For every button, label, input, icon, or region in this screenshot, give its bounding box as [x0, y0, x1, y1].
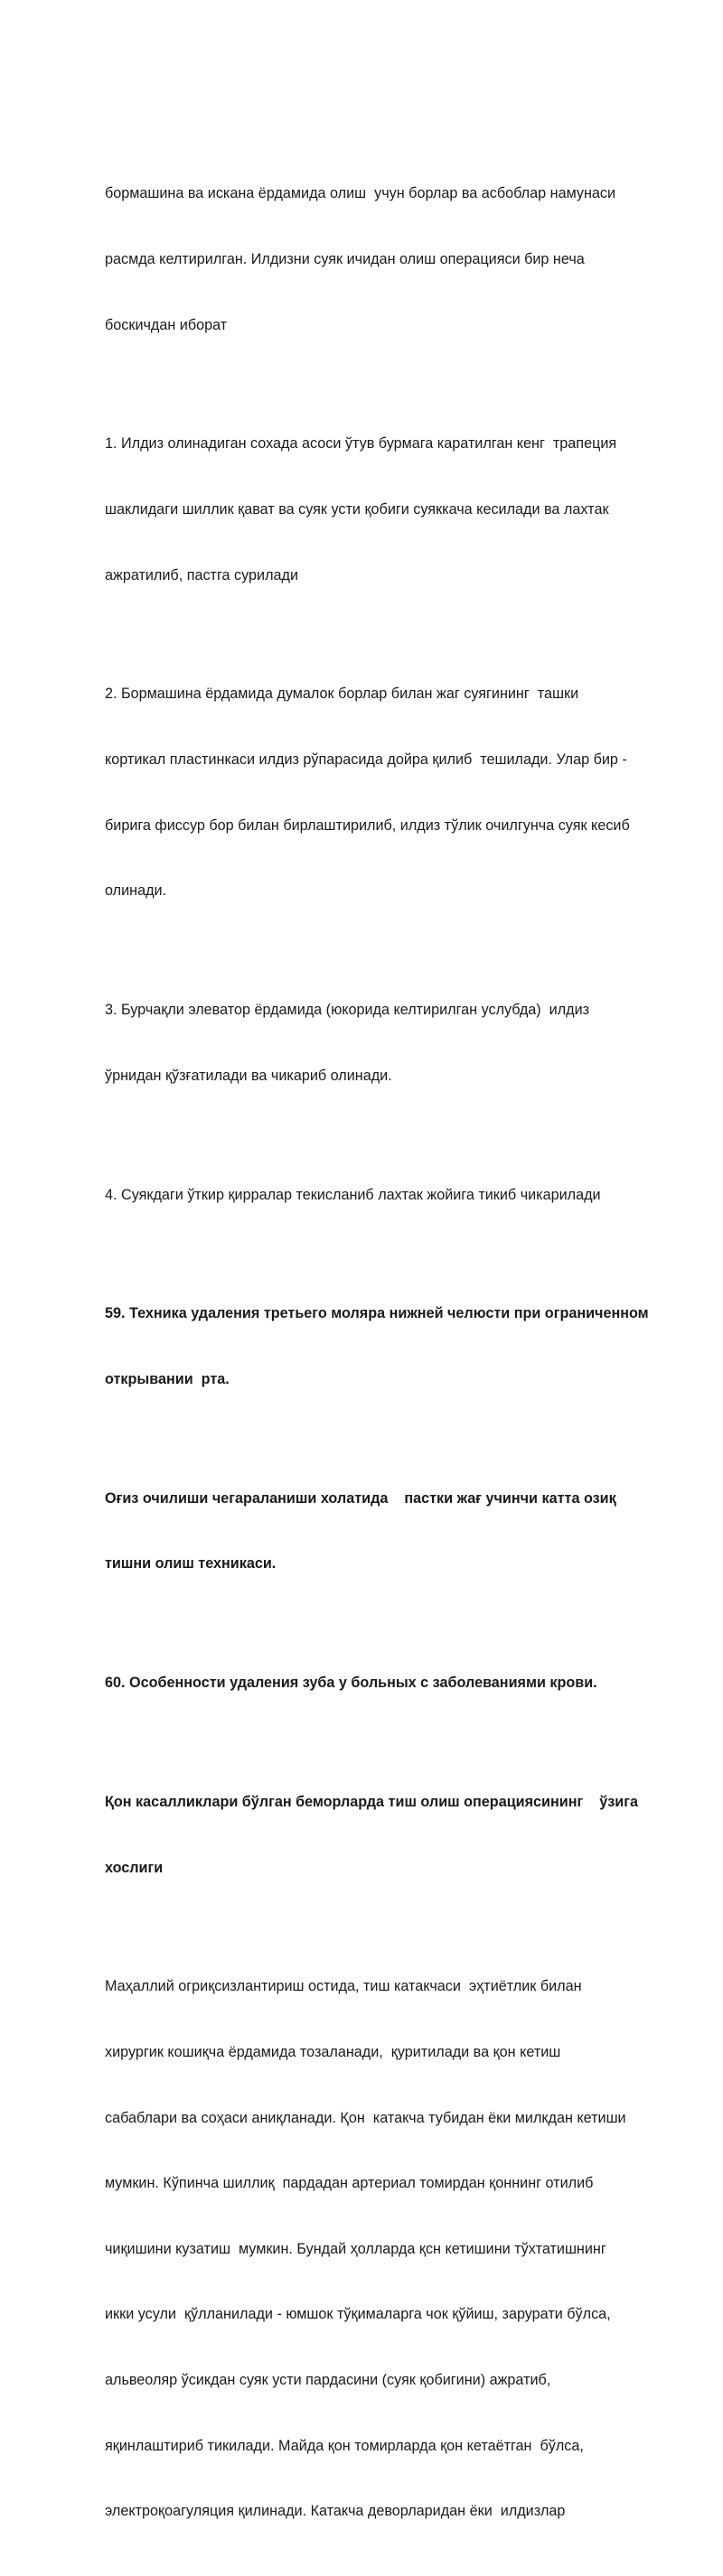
heading-59-russian	[105, 1259, 676, 1434]
text-line: сабаблари ва соҳаси аниқланади. Қон катакча тубидан ёки милкдан кетиши	[105, 2109, 626, 2126]
text-line: 2. Бормашина ёрдамида думалок борлар билан жаг суягининг ташки	[105, 686, 579, 703]
text-line: хослиги	[105, 1859, 164, 1876]
text-line: кортикал пластинкаси илдиз рўпарасида дойра қилиб тешилади. Улар бир -	[105, 751, 627, 769]
text-line: 60. Особенности удаления зуба у больных с заболеваниями крови.	[105, 1675, 597, 1692]
text-line: бирига фиссур бор билан бирлаштирилиб, илдиз тўлик очилгунча суяк кесиб	[105, 817, 630, 834]
text-line: Оғиз очилиши чегараланиши холатида пастки жағ учинчи катта озиқ	[105, 1489, 616, 1507]
text-line: шаклидаги шиллик қават ва суяк усти қобиги суяккача кесилади ва лахтак	[105, 501, 609, 518]
paragraph-step-2	[105, 639, 676, 946]
text-line: мумкин. Кўпинча шиллиқ пардадан артериал томирдан қоннинг отилиб	[105, 2175, 594, 2192]
text-line: ўрнидан қўзғатилади ва чикариб олинади.	[105, 1067, 392, 1084]
heading-60-russian	[105, 1629, 676, 1738]
text-line: икки усули қўлланилади - юмшок тўқималарга чок қўйиш, зарурати бўлса,	[105, 2306, 611, 2323]
text-line: боскичдан иборат	[105, 316, 228, 333]
text-line: расмда келтирилган. Илдизни суяк ичидан олиш операцияси бир неча	[105, 251, 585, 268]
paragraph-step-3	[105, 956, 676, 1131]
heading-60-uzbek	[105, 1748, 676, 1923]
text-line: хирургик кошиқча ёрдамида тозаланади, қуритилади ва қон кетиш	[105, 2044, 561, 2061]
text-line: чиқишини кузатиш мумкин. Бундай ҳолларда қсн кетишини тўхтатишнинг	[105, 2240, 606, 2257]
text-line: яқинлаштириб тикилади. Майда қон томирларда қон кетаётган бўлса,	[105, 2437, 584, 2454]
paragraph-step-1	[105, 389, 676, 630]
paragraph-body	[105, 1932, 676, 2566]
text-line: бормашина ва искана ёрдамида олиш учун борлар ва асбоблар намунаси	[105, 185, 616, 202]
text-line: ажратилиб, пастга сурилади	[105, 566, 299, 583]
text-line: Қон касалликлари бўлган беморларда тиш олиш операциясининг ўзига	[105, 1794, 638, 1810]
text-line: олинади.	[105, 882, 167, 900]
text-line: альвеоляр ўсикдан суяк усти пардасини (суяк қобигини) ажратиб,	[105, 2372, 551, 2389]
paragraph-intro	[105, 139, 676, 379]
text-line: 59. Техника удаления третьего моляра нижней челюсти при ограниченном	[105, 1305, 649, 1322]
heading-59-uzbek	[105, 1443, 676, 1619]
text-line: открывании рта.	[105, 1370, 230, 1387]
text-line: 4. Суякдаги ўткир қирралар текисланиб лахтак жойига тикиб чикарилади	[105, 1186, 601, 1203]
text-line: 3. Бурчақли элеватор ёрдамида (юкорида келтирилган услубда) илдиз	[105, 1002, 590, 1019]
text-line: тишни олиш техникаси.	[105, 1555, 277, 1573]
text-line: Маҳаллий огриқсизлантириш остида, тиш катакчаси эҳтиётлик билан	[105, 1978, 582, 1995]
document-page	[105, 139, 676, 2576]
paragraph-step-4	[105, 1140, 676, 1249]
text-line: 1. Илдиз олинадиган сохада асоси ўтув бурмага каратилган кенг трапеция	[105, 435, 617, 453]
text-line: электроқоагуляция қилинади. Катакча деворларидан ёки илдизлар	[105, 2503, 566, 2520]
